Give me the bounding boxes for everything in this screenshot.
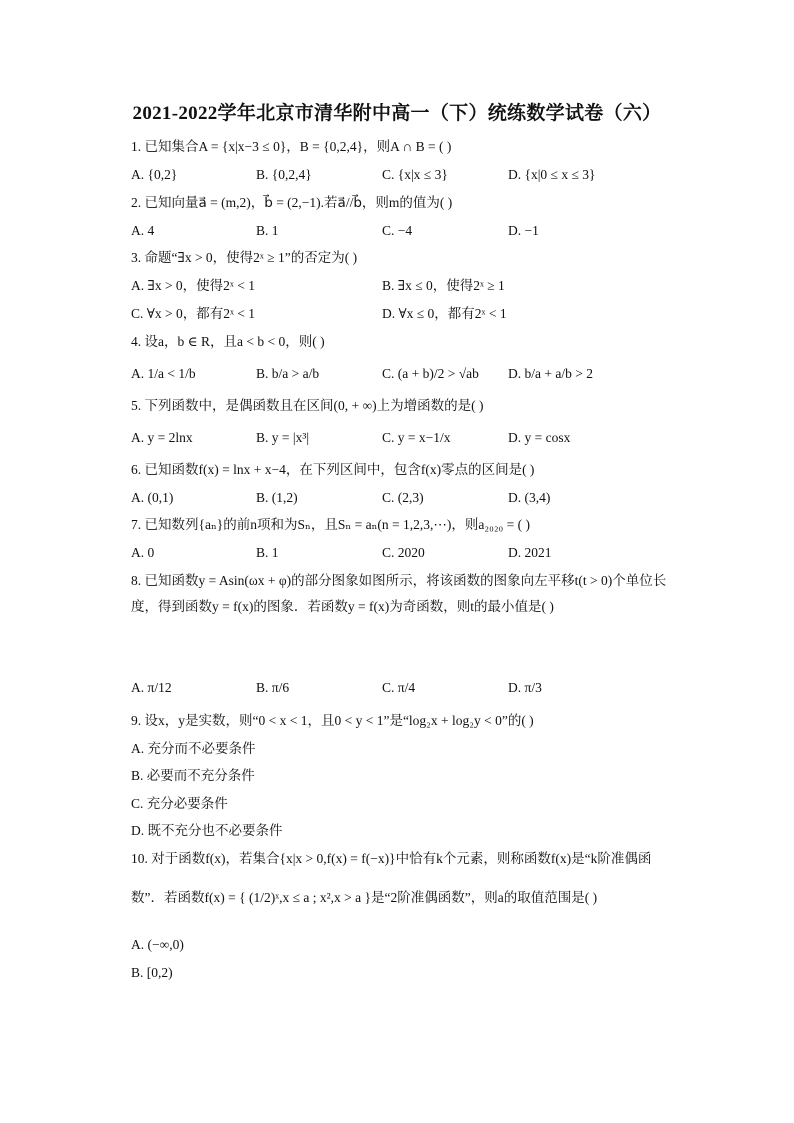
option-c: C. −4 <box>382 223 413 238</box>
option-d: D. y = cosx <box>508 430 571 445</box>
option-d: D. (3,4) <box>508 490 551 505</box>
question-1: 1. 已知集合A = {x|x−3 ≤ 0}，B = {0,2,4}，则A ∩ B = ( ) <box>131 139 452 154</box>
page-title: 2021-2022学年北京市清华附中高一（下）统练数学试卷（六） <box>132 103 662 124</box>
option-a: A. 1/a < 1/b <box>131 366 196 381</box>
question-8-options <box>0 679 794 699</box>
question-5-options <box>0 429 794 449</box>
option-a: A. 充分而不必要条件 <box>131 741 256 756</box>
question-7-options <box>0 544 794 564</box>
option-d: D. −1 <box>508 223 539 238</box>
option-a: A. π/12 <box>131 680 172 695</box>
option-a: A. (0,1) <box>131 490 174 505</box>
option-a: A. {0,2} <box>131 167 178 182</box>
option-c: C. 2020 <box>382 545 425 560</box>
option-d: D. π/3 <box>508 680 542 695</box>
question-10-option-a-row <box>0 936 794 956</box>
option-c: C. (2,3) <box>382 490 424 505</box>
question-2: 2. 已知向量a⃗ = (m,2)，b⃗ = (2,−1).若a⃗//b⃗，则m的值为( ) <box>131 195 453 210</box>
question-9-option-c-row <box>0 795 794 815</box>
option-b: B. 必要而不充分条件 <box>131 768 255 783</box>
option-b: B. [0,2) <box>131 965 173 980</box>
option-c: C. (a + b)/2 > √ab <box>382 366 479 381</box>
option-d: D. b/a + a/b > 2 <box>508 366 593 381</box>
option-a: A. y = 2lnx <box>131 430 193 445</box>
option-d: D. 既不充分也不必要条件 <box>131 823 283 838</box>
option-a: A. 0 <box>131 545 155 560</box>
question-10-option-b-row <box>0 964 794 984</box>
option-b: B. 1 <box>256 545 279 560</box>
option-c: C. ∀x > 0，都有2ˣ < 1 <box>131 306 256 321</box>
option-d: D. {x|0 ≤ x ≤ 3} <box>508 167 596 182</box>
question-6: 6. 已知函数f(x) = lnx + x−4，在下列区间中，包含f(x)零点的区间是( ) <box>131 462 535 477</box>
option-b: B. y = |x³| <box>256 430 310 445</box>
question-5: 5. 下列函数中，是偶函数且在区间(0, + ∞)上为增函数的是( ) <box>131 398 484 413</box>
option-b: B. b/a > a/b <box>256 366 320 381</box>
question-9: 9. 设x，y是实数，则“0 < x < 1，且0 < y < 1”是“log₂x + log₂y < 0”的( ) <box>131 713 534 728</box>
question-8: 8. 已知函数y = Asin(ωx + φ)的部分图象如图所示，将该函数的图象向左平移t(t > 0)个单位长 <box>131 573 667 588</box>
option-c: C. π/4 <box>382 680 416 695</box>
option-c: C. {x|x ≤ 3} <box>382 167 448 182</box>
question-9-option-d-row <box>0 822 794 842</box>
option-b: B. π/6 <box>256 680 290 695</box>
question-2-options <box>0 222 794 242</box>
option-c: C. y = x−1/x <box>382 430 451 445</box>
option-d: D. 2021 <box>508 545 552 560</box>
option-d: D. ∀x ≤ 0，都有2ˣ < 1 <box>382 306 507 321</box>
option-c: C. 充分必要条件 <box>131 796 228 811</box>
question-3-options-row1 <box>0 277 794 297</box>
question-10: 10. 对于函数f(x)，若集合{x|x > 0,f(x) = f(−x)}中恰有k个元素，则称函数f(x)是“k阶准偶函 <box>131 851 652 866</box>
question-3-options-row2 <box>0 305 794 325</box>
question-10-continued: 数”．若函数f(x) = { (1/2)ˣ,x ≤ a ; x²,x > a }是“2阶准偶函数”，则a的取值范围是( ) <box>131 890 598 905</box>
option-a: A. 4 <box>131 223 155 238</box>
question-6-options <box>0 489 794 509</box>
option-a: A. (−∞,0) <box>131 937 184 952</box>
question-3: 3. 命题“∃x > 0，使得2ˣ ≥ 1”的否定为( ) <box>131 250 358 265</box>
option-b: B. (1,2) <box>256 490 298 505</box>
question-4: 4. 设a，b ∈ R，且a < b < 0，则( ) <box>131 334 325 349</box>
question-9-option-a-row <box>0 740 794 760</box>
question-7: 7. 已知数列{aₙ}的前n项和为Sₙ，且Sₙ = aₙ(n = 1,2,3,⋯)，则a₂₀₂₀ = ( ) <box>131 517 530 532</box>
question-9-option-b-row <box>0 767 794 787</box>
option-a: A. ∃x > 0，使得2ˣ < 1 <box>131 278 255 293</box>
question-8-continued: 度，得到函数y = f(x)的图象．若函数y = f(x)为奇函数，则t的最小值是( ) <box>131 599 554 614</box>
question-1-options <box>0 166 794 186</box>
option-b: B. ∃x ≤ 0，使得2ˣ ≥ 1 <box>382 278 505 293</box>
option-b: B. 1 <box>256 223 279 238</box>
question-4-options <box>0 365 794 385</box>
option-b: B. {0,2,4} <box>256 167 312 182</box>
